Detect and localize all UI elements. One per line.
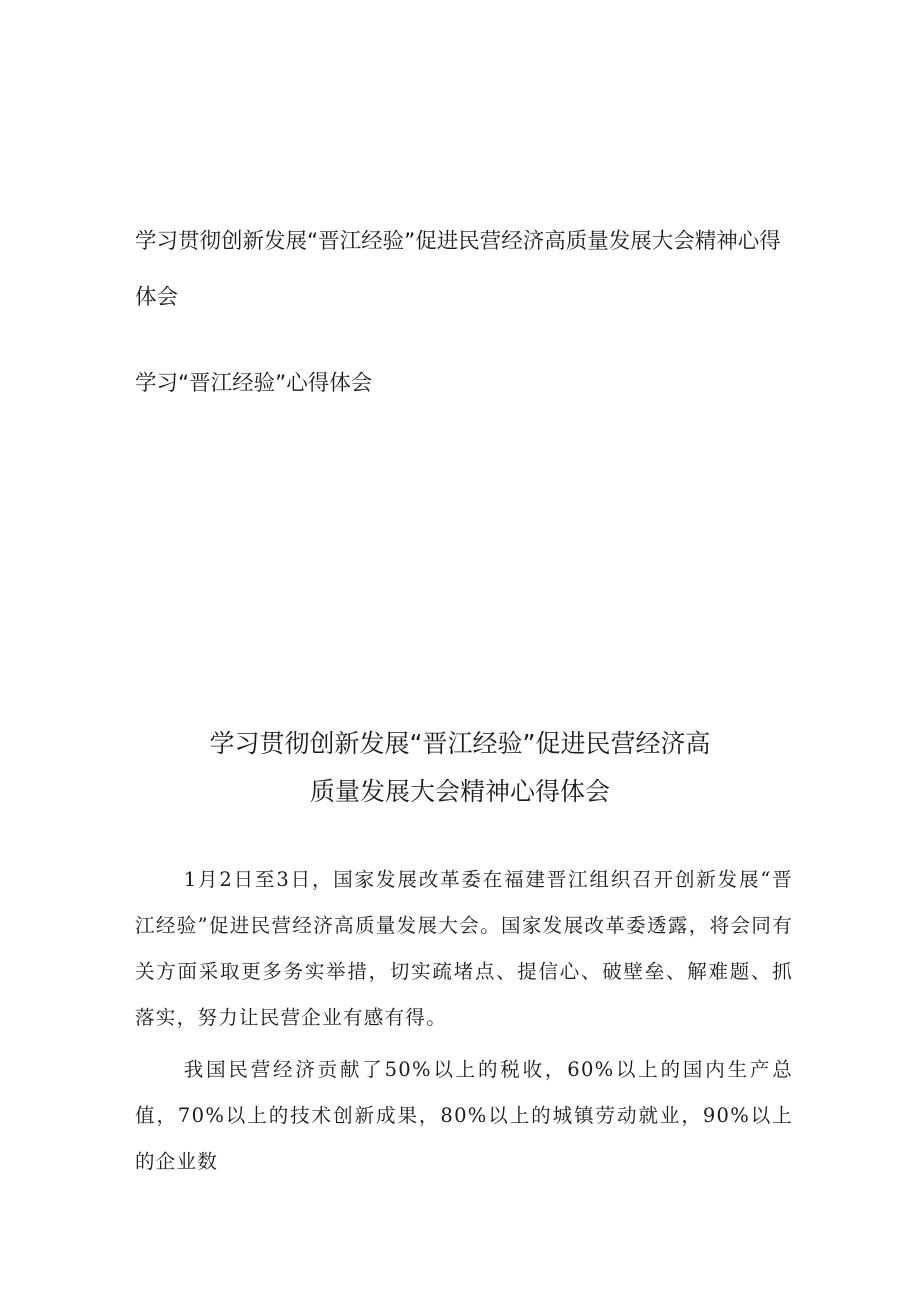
paragraph-2: 我国民营经济贡献了50%以上的税收，60%以上的国内生产总值，70%以上的技术创新成果，80%以上的城镇劳动就业，90%以上的企业数	[135, 1058, 793, 1173]
toc-item-2[interactable]: 学习“晋江经验”心得体会	[135, 371, 373, 396]
toc-item-1[interactable]: 学习贯彻创新发展“晋江经验”促进民营经济高质量发展大会精神心得体会	[135, 229, 781, 310]
article-title-line-2: 质量发展大会精神心得体会	[309, 777, 610, 806]
article-title	[100, 720, 820, 816]
article-title-line-1: 学习贯彻创新发展“晋江经验”促进民营经济高	[209, 729, 711, 758]
article-body	[135, 857, 793, 1191]
paragraph-1: 1月2日至3日，国家发展改革委在福建晋江组织召开创新发展“晋江经验”促进民营经济高质量发展大会。国家发展改革委透露，将会同有关方面采取更多务实举措，切实疏堵点、提信心、破壁垒、解难题、抓落实，努力让民营企业有感有得。	[135, 868, 793, 1029]
table-of-contents	[135, 214, 795, 412]
